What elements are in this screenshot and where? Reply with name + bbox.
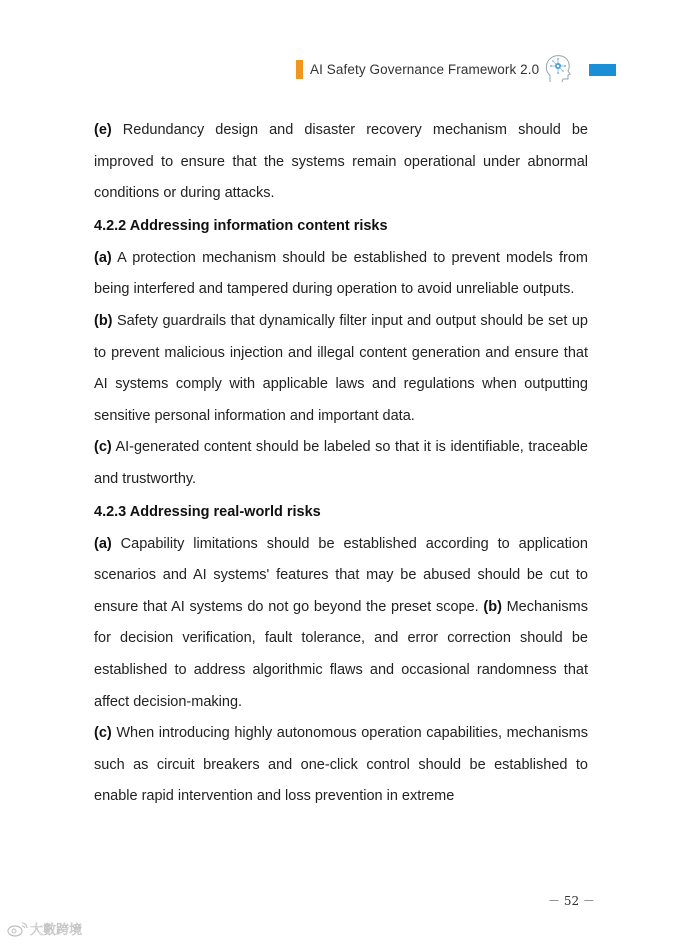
watermark-logo [6, 920, 96, 938]
section-heading-4-2-3: 4.2.3 Addressing real-world risks [94, 503, 321, 520]
paragraph-text: AI-generated content should be labeled so that it is identifiable, traceable and trustworthy. [94, 439, 588, 487]
paragraph-a-protection [94, 243, 588, 306]
running-header [296, 52, 575, 86]
paragraph-text: Capability limitations should be established according to application scenarios and AI systems' features that may be abused should be cut to ensure that AI systems do not go beyond the preset scope. [94, 535, 588, 615]
paragraph-e-redundancy [94, 115, 588, 210]
item-label: (a) [94, 535, 112, 552]
paragraph-text: Mechanisms for decision verification, fault tolerance, and error correction should be established to address algorithmic flaws and occasional randomness that affect decision-making. [94, 598, 588, 710]
svg-text:大數跨境: 大數跨境 [30, 923, 83, 938]
paragraph-a-b-capability [94, 529, 588, 719]
page-body [94, 115, 588, 813]
page-number: － 52 － [548, 894, 595, 908]
item-label: (e) [94, 122, 112, 138]
header-blue-block [589, 64, 616, 76]
paragraph-text: When introducing highly autonomous operation capabilities, mechanisms such as circuit breakers and one-click control should be established to enable rapid intervention and loss prevention in extreme [94, 725, 588, 805]
robot-head-circuit-icon [541, 52, 575, 86]
paragraph-c-autonomous [94, 718, 588, 813]
paragraph-text: Redundancy design and disaster recovery mechanism should be improved to ensure that the systems remain operational under abnormal conditions or during attacks. [94, 122, 588, 202]
item-label: (a) [94, 249, 112, 266]
item-label: (b) [483, 598, 502, 615]
item-label: (b) [94, 312, 113, 329]
weibo-icon [8, 923, 27, 936]
paragraph-text: A protection mechanism should be established to prevent models from being interfered and tampered during operation to avoid unreliable outputs. [94, 249, 588, 298]
paragraph-b-guardrails [94, 306, 588, 432]
section-heading-4-2-2: 4.2.2 Addressing information content risks [94, 217, 388, 234]
header-accent-bar [296, 60, 303, 79]
paragraph-text: Safety guardrails that dynamically filter input and output should be set up to prevent malicious injection and illegal content generation and ensure that AI systems comply with applicable laws and regulations when outputting sensitive personal information and important data. [94, 312, 588, 424]
item-label: (c) [94, 725, 112, 742]
item-label: (c) [94, 439, 112, 456]
paragraph-c-labeling [94, 432, 588, 495]
header-title: AI Safety Governance Framework 2.0 [310, 61, 540, 77]
